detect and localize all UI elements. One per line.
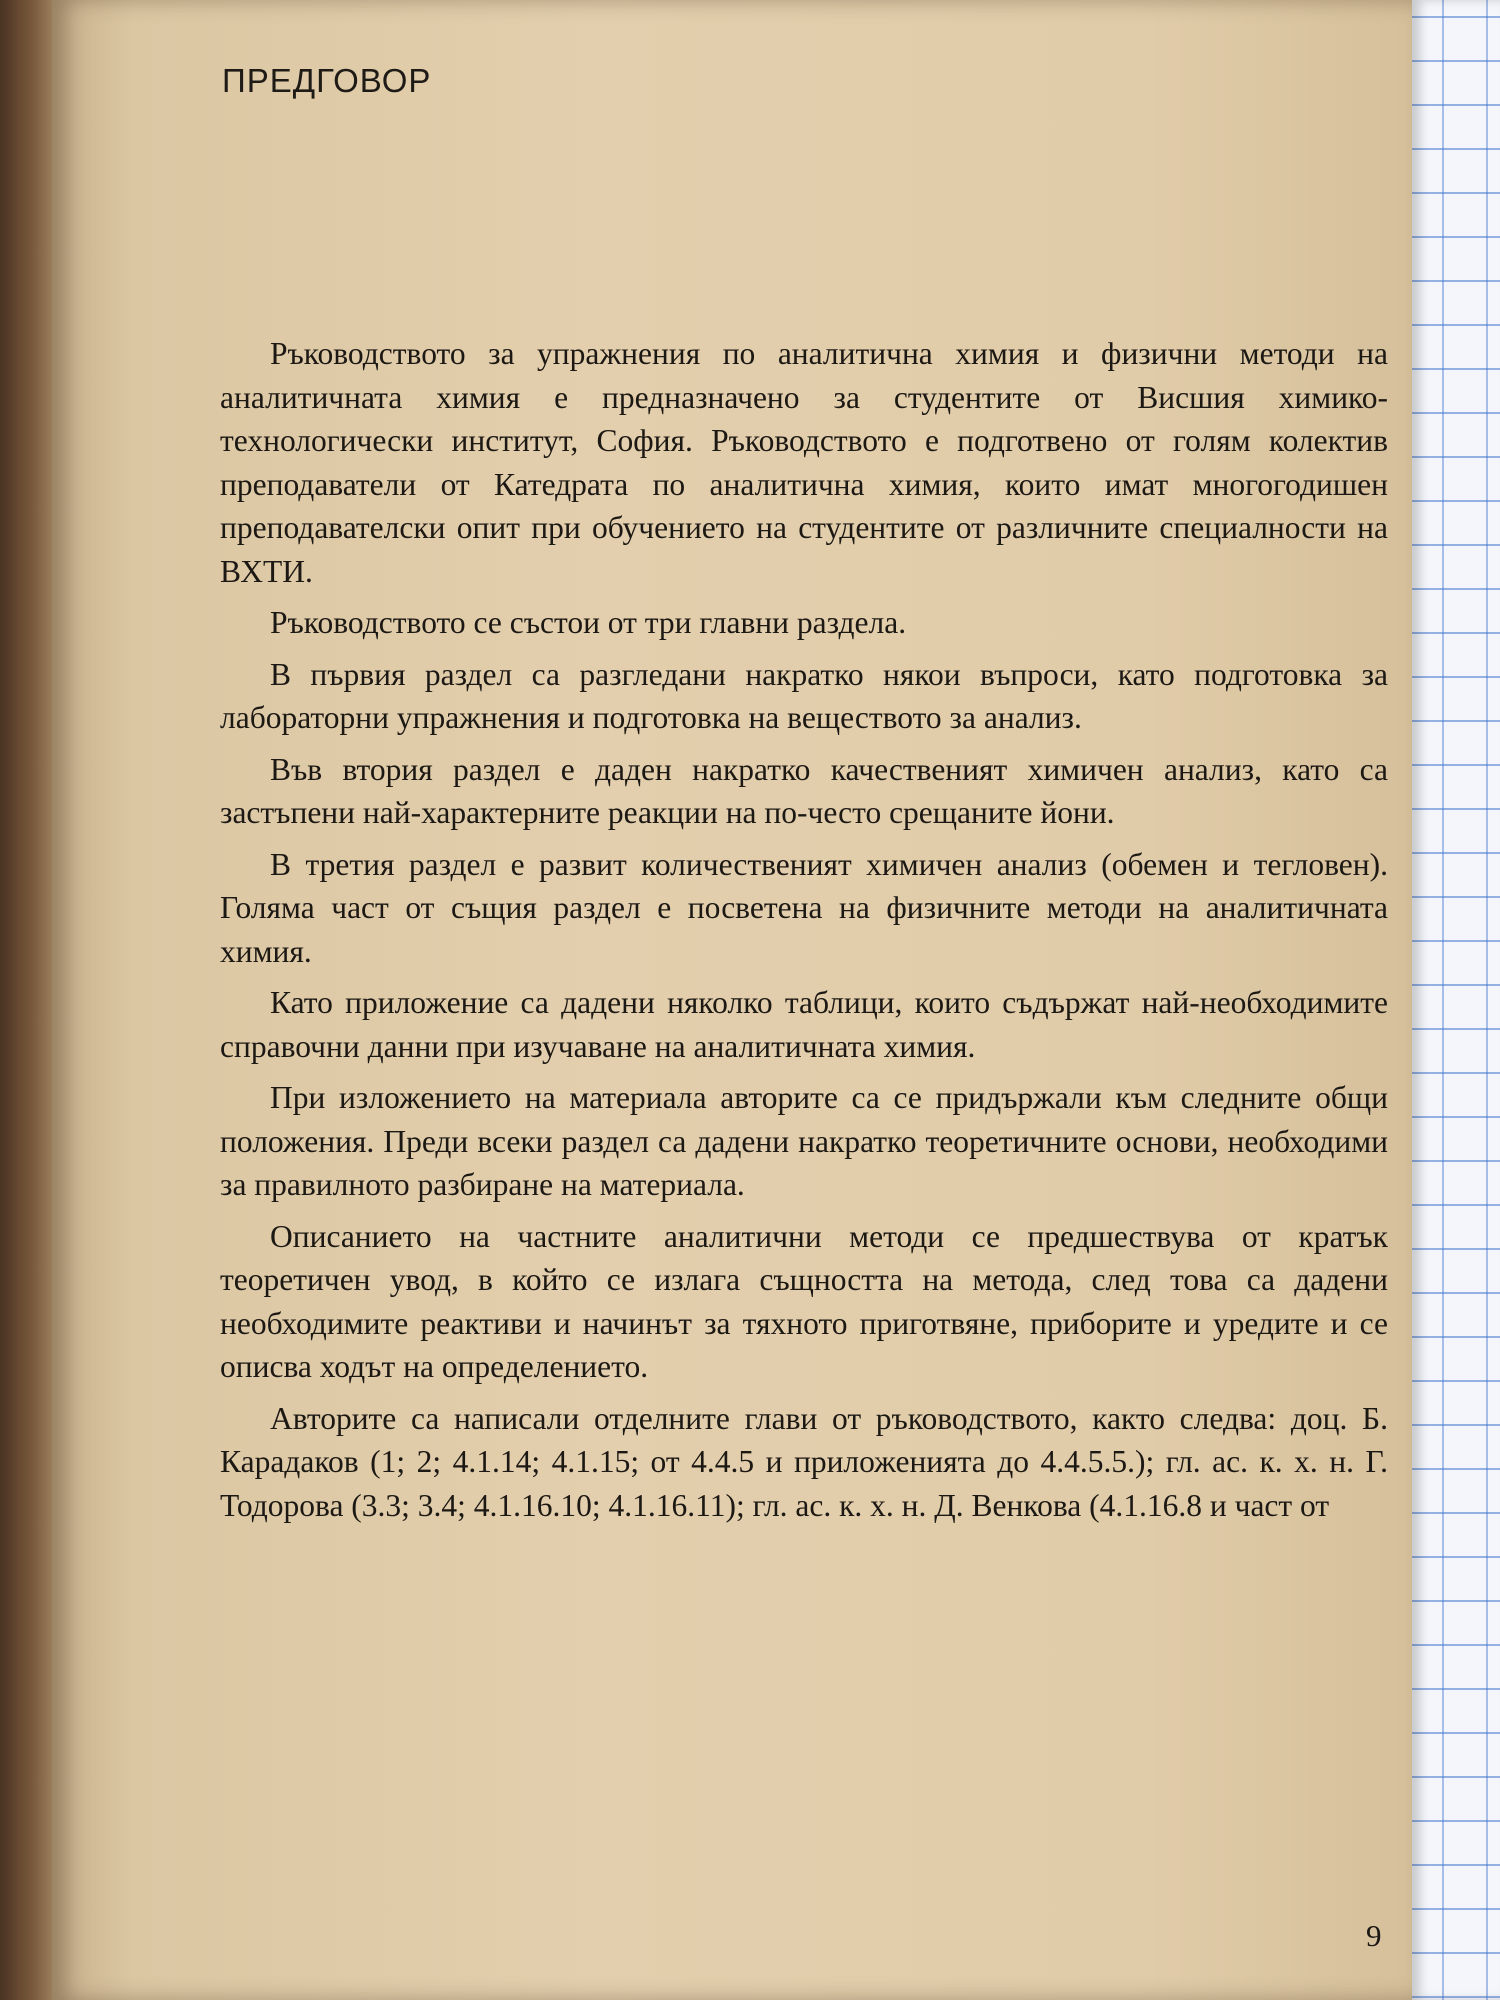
body-text [220,332,1388,1535]
paragraph-section-2: Във втория раздел е даден накратко качественият химичен анализ, като са застъпени най-характерните реакции на по-често срещаните йони. [220,751,1388,830]
paragraph-section-1: В първия раздел са разгледани накратко някои въпроси, като подготовка за лабораторни упражнения и подготовка на веществото за анализ. [220,656,1388,735]
paragraph-methods: Описанието на частните аналитични методи се предшествува от кратък теоретичен увод, в който се излага същността на метода, след това са дадени необходимите реактиви и начинът за тяхното приготвяне, приборите и уредите и се описва ходът на определението. [220,1218,1388,1384]
paragraph-principles: При изложението на материала авторите са се придържали към следните общи положения. Преди всеки раздел са дадени накратко теоретичните основи, необходими за правилното разбиране на материала. [220,1080,1388,1202]
paragraph-authors: Авторите са написали отделните глави от ръководството, както следва: доц. Б. Карадаков (1; 2; 4.1.14; 4.1.15; от 4.4.5 и приложенията до 4.4.5.5.); гл. ас. к. х. н. Г. Тодорова (3.3; 3.4; 4.1.16.10; 4.1.16.11); гл. ас. к. х. н. Д. Венкова (4.1.16.8 и част от [220,1400,1388,1523]
book-spine-edge [0,0,60,2000]
page-number: 9 [1366,1918,1382,1953]
paragraph-intro: Ръководството за упражнения по аналитична химия и физични методи на аналитичната химия е предназначено за студентите от Висшия химико-технологически институт, София. Ръководството е подготвено от голям колектив преподаватели от Катедрата по аналитична химия, които имат многогодишен преподавателски опит при обучението на студентите от различните специалности на ВХТИ. [220,336,1388,589]
paragraph-section-3: В третия раздел е развит количественият химичен анализ (обемен и тегловен). Голяма част от същия раздел е посветена на физичните методи на аналитичната химия. [220,846,1388,969]
paragraph-appendix: Като приложение са дадени няколко таблици, които съдържат най-необходимите справочни данни при изучаване на аналитичната химия. [220,985,1388,1064]
book-page [52,0,1412,2000]
paragraph-structure: Ръководството се състои от три главни раздела. [270,605,907,640]
graph-paper-sheet [1412,0,1500,2000]
page-heading: ПРЕДГОВОР [222,62,432,99]
